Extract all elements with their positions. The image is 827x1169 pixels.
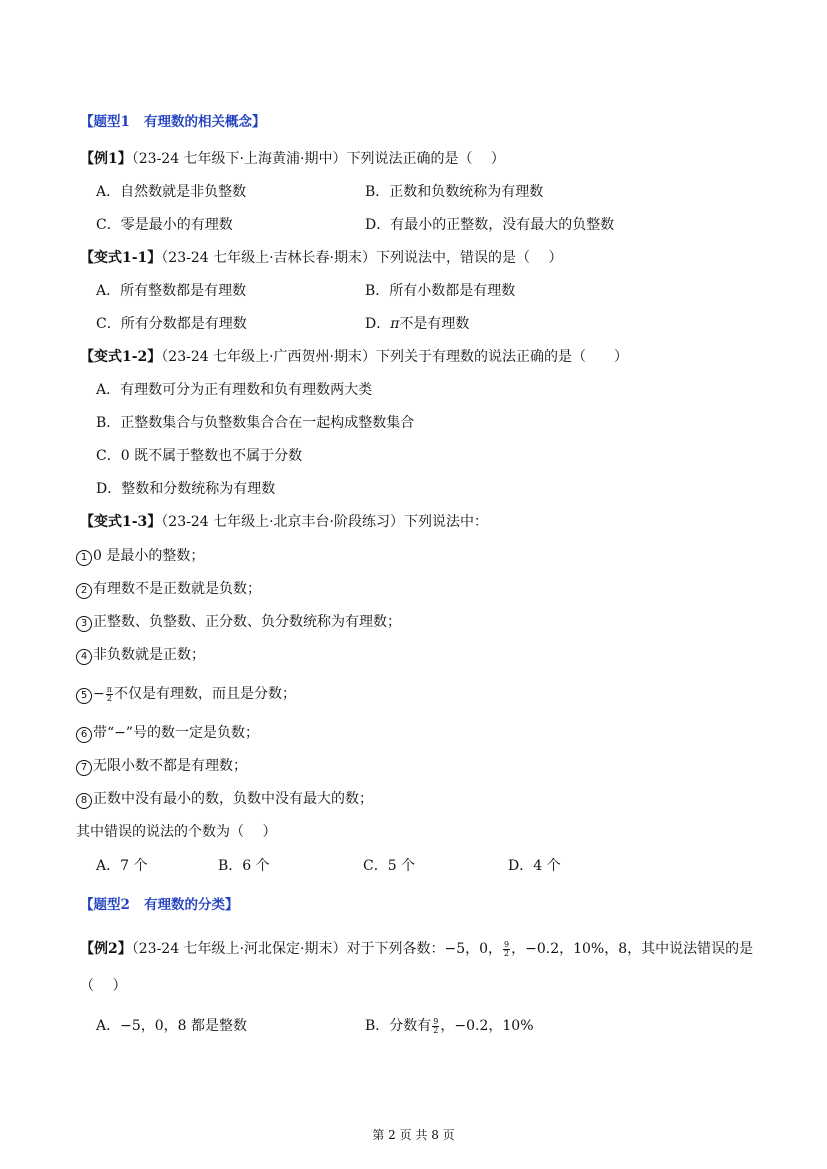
example-1-option-b: B．正数和负数统称为有理数	[365, 184, 544, 200]
statement-7: 7 无限小数不都是有理数；	[76, 757, 247, 776]
fraction-pi-over-2: $\frac{\pi}{2}$	[106, 684, 112, 703]
section-heading-1: 【题型1 有理数的相关概念】	[80, 114, 266, 130]
variant-1-3-option-b: B．6 个	[218, 858, 270, 874]
variant-1-2-option-c: C．0 既不属于整数也不属于分数	[96, 448, 303, 464]
variant-1-2-option-d: D．整数和分数统称为有理数	[96, 481, 276, 497]
example-1-option-d: D．有最小的正整数，没有最大的负整数	[365, 217, 615, 233]
variant-1-3-question: 其中错误的说法的个数为（ ）	[76, 824, 277, 840]
variant-1-2-option-b: B．正整数集合与负整数集合合在一起构成整数集合	[96, 415, 415, 431]
section-heading-2: 【题型2 有理数的分类】	[80, 897, 239, 913]
variant-1-1-option-b: B．所有小数都是有理数	[365, 283, 516, 299]
statement-3: 3 正整数、负整数、正分数、负分数统称为有理数；	[76, 613, 401, 632]
variant-1-1-option-d: D．π不是有理数	[365, 316, 470, 332]
example-2-stem: 【例2】（23-24 七年级上·河北保定·期末）对于下列各数：−5，0， $\frac{9}{2}$ ，−0.2，10%，8，其中说法错误的是	[80, 939, 754, 958]
variant-1-1-option-a: A．所有整数都是有理数	[96, 283, 247, 299]
statement-8: 8 正数中没有最小的数，负数中没有最大的数；	[76, 790, 373, 809]
fraction-9-over-2: $\frac{9}{2}$	[504, 939, 510, 958]
statement-6: 6 带“−”号的数一定是负数；	[76, 724, 259, 743]
variant-1-3-option-c: C．5 个	[363, 858, 416, 874]
variant-1-3-option-d: D．4 个	[508, 858, 561, 874]
example-1-option-c: C．零是最小的有理数	[96, 217, 233, 233]
example-1-option-a: A．自然数就是非负整数	[96, 184, 247, 200]
statement-4: 4 非负数就是正数；	[76, 646, 205, 665]
page-footer: 第 2 页 共 8 页	[372, 1128, 455, 1142]
example-2-option-a: A．−5，0，8 都是整数	[96, 1018, 248, 1034]
statement-1: 1 0 是最小的整数；	[76, 547, 204, 566]
example-2-stem-line-2: （ ）	[80, 978, 127, 994]
statement-2: 2 有理数不是正数就是负数；	[76, 580, 261, 599]
variant-1-1-option-c: C．所有分数都是有理数	[96, 316, 247, 332]
example-2-option-b: B．分数有 $\frac{9}{2}$ ，−0.2，10%	[365, 1016, 534, 1035]
example-1-stem: 【例1】（23-24 七年级下·上海黄浦·期中）下列说法正确的是（ ）	[80, 151, 505, 167]
fraction-9-over-2-option: $\frac{9}{2}$	[433, 1016, 439, 1035]
variant-1-3-option-a: A．7 个	[96, 858, 148, 874]
variant-1-2-stem: 【变式1-2】（23-24 七年级上·广西贺州·期末）下列关于有理数的说法正确的是（ ）	[80, 349, 629, 365]
variant-1-1-stem: 【变式1-1】（23-24 七年级上·吉林长春·期末）下列说法中，错误的是（ ）	[80, 250, 563, 266]
variant-1-3-stem: 【变式1-3】（23-24 七年级上·北京丰台·阶段练习）下列说法中：	[80, 514, 489, 530]
variant-1-2-option-a: A．有理数可分为正有理数和负有理数两大类	[96, 382, 373, 398]
statement-5: 5 − $\frac{\pi}{2}$ 不仅是有理数，而且是分数；	[76, 685, 296, 704]
